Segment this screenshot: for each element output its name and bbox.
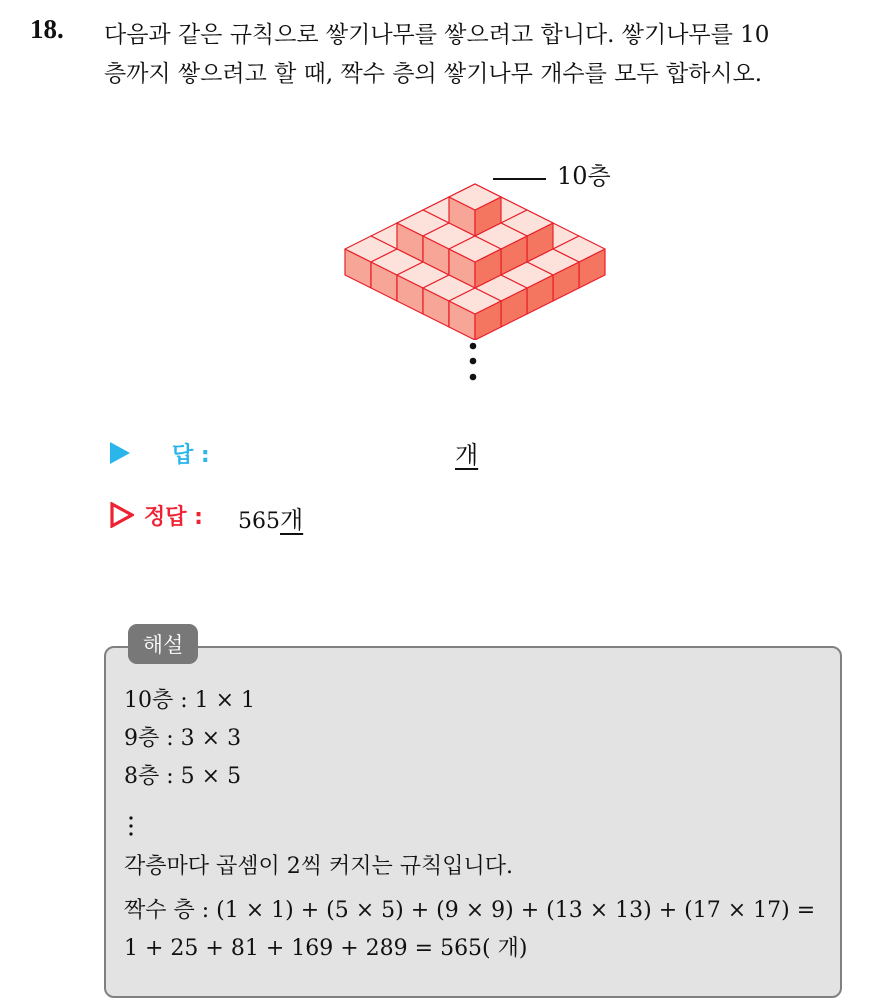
layer-10-label: 10층 — [557, 162, 611, 190]
question-text-line-2: 층까지 쌓으려고 할 때, 짝수 층의 쌓기나무 개수를 모두 합하시오. — [104, 61, 763, 87]
play-triangle-icon — [110, 442, 130, 464]
question-text-line-1: 다음과 같은 규칙으로 쌓기나무를 쌓으려고 합니다. 쌓기나무를 10 — [104, 22, 770, 48]
vertical-ellipsis — [128, 814, 136, 840]
explanation-title: 해설 — [128, 624, 198, 664]
correct-answer-label: 정답 : — [144, 505, 203, 530]
continuation-dots — [466, 340, 482, 384]
explanation-line: 9층 : 3 × 3 — [124, 726, 242, 751]
explanation-line: 1 + 25 + 81 + 169 + 289 = 565( 개) — [124, 936, 528, 961]
question-number: 18. — [30, 14, 64, 44]
explanation-line: 짝수 층 : (1 × 1) + (5 × 5) + (9 × 9) + (13 × 13) + (17 × 17) = — [124, 898, 816, 923]
answer-label: 답 : — [172, 443, 210, 468]
correct-answer-number: 565 — [238, 509, 280, 534]
correct-answer-row — [110, 498, 610, 534]
answer-row — [110, 436, 610, 470]
explanation-line: 8층 : 5 × 5 — [124, 764, 242, 789]
answer-unit: 개 — [455, 441, 479, 469]
explanation-line: 10층 : 1 × 1 — [124, 688, 256, 713]
explanation-line: 각층마다 곱셈이 2씩 커지는 규칙입니다. — [124, 854, 513, 879]
outline-triangle-icon — [110, 502, 134, 528]
correct-answer-value — [238, 500, 303, 535]
correct-answer-unit: 개 — [280, 506, 304, 534]
